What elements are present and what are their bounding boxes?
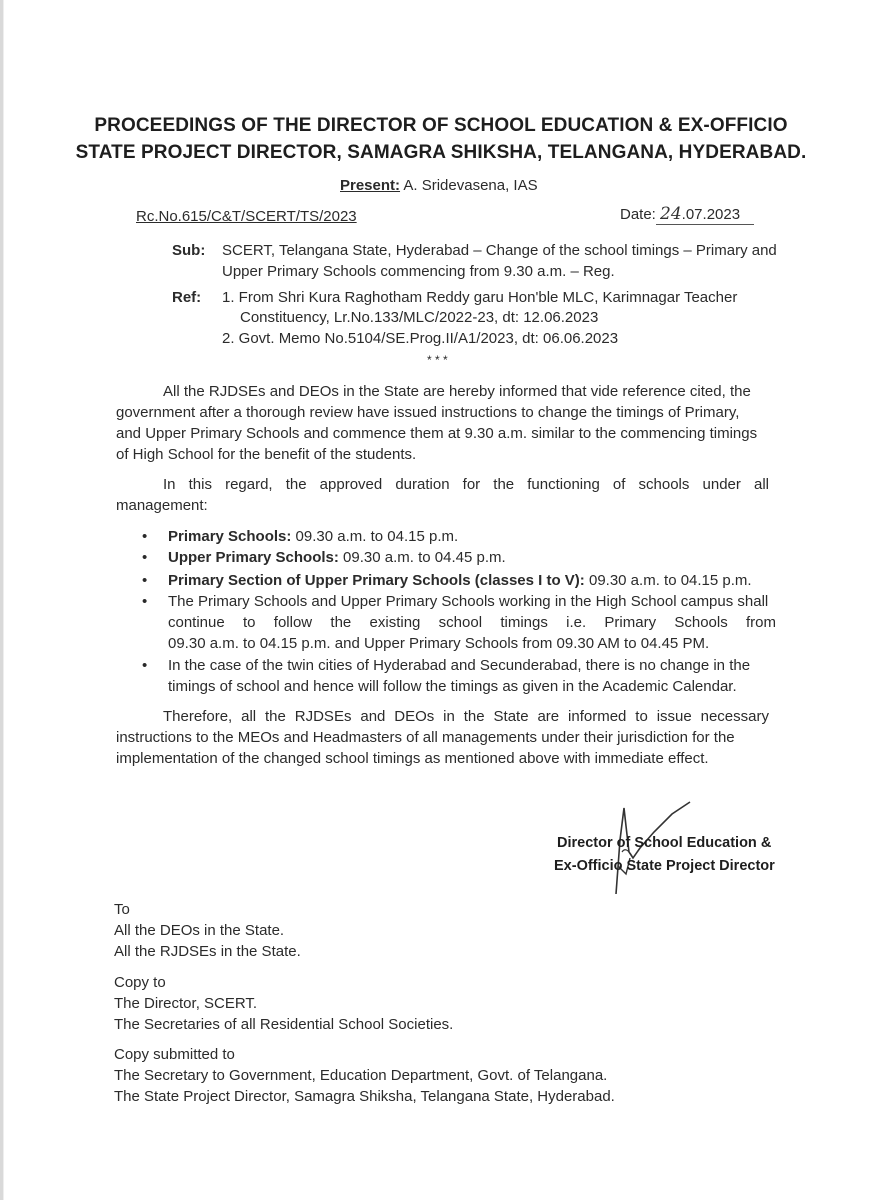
copy-label: Copy to [114, 974, 166, 991]
para2-line-2: management: [116, 497, 208, 514]
bullet-3-text: 09.30 a.m. to 04.15 p.m. [584, 572, 752, 589]
rc-number: Rc.No.615/C&T/SCERT/TS/2023 [136, 208, 357, 225]
bullet-4-line-3: 09.30 a.m. to 04.15 p.m. and Upper Primary Schools from 09.30 AM to 04.45 PM. [168, 635, 710, 652]
bullet-4-line-2: continue to follow the existing school timings i.e. Primary Schools from [168, 614, 776, 631]
bullet-2-text: 09.30 a.m. to 04.45 p.m. [338, 549, 506, 566]
para2-line-1: In this regard, the approved duration for the functioning of schools under all [163, 476, 769, 493]
to-item-1: All the DEOs in the State. [114, 922, 285, 939]
date-day-handwritten: 24 [660, 204, 682, 224]
subject-line-2: Upper Primary Schools commencing from 9.30 a.m. – Reg. [222, 263, 615, 280]
present-line [340, 175, 538, 196]
ref-2: 2. Govt. Memo No.5104/SE.Prog.II/A1/2023, dt: 06.06.2023 [222, 330, 619, 347]
bullet-1 [168, 526, 458, 547]
copy-item-1: The Director, SCERT. [114, 995, 258, 1012]
copy-submitted-label: Copy submitted to [114, 1046, 235, 1063]
bullet-3 [168, 570, 752, 591]
copy-submitted-item-1: The Secretary to Government, Education Department, Govt. of Telangana. [114, 1067, 608, 1084]
bullet-1-label: Primary Schools: [168, 528, 292, 545]
para1-line-3: and Upper Primary Schools and commence them at 9.30 a.m. similar to the commencing timings [116, 425, 758, 442]
bullet-dot-4: • [142, 593, 148, 610]
heading-line-1: PROCEEDINGS OF THE DIRECTOR OF SCHOOL EDUCATION & EX-OFFICIO [94, 115, 788, 136]
para3-line-2: instructions to the MEOs and Headmasters of all managements under their jurisdiction for the [116, 729, 735, 746]
present-value: A. Sridevasena, IAS [403, 177, 538, 194]
bullet-4-line-1: The Primary Schools and Upper Primary Schools working in the High School campus shall [168, 593, 769, 610]
to-item-2: All the RJDSEs in the State. [114, 943, 301, 960]
bullet-2-label: Upper Primary Schools: [168, 549, 339, 566]
bullet-5-line-2: timings of school and hence will follow the timings as given in the Academic Calendar. [168, 678, 737, 695]
para1-line-4: of High School for the benefit of the students. [116, 446, 417, 463]
bullet-dot-1: • [142, 528, 148, 545]
bullet-2 [168, 547, 506, 568]
bullet-dot-3: • [142, 572, 148, 589]
para1-line-1: All the RJDSEs and DEOs in the State are hereby informed that vide reference cited, the [163, 383, 751, 400]
para3-line-3: implementation of the changed school timings as mentioned above with immediate effect. [116, 750, 709, 767]
date-line [620, 204, 740, 225]
heading-line-2: STATE PROJECT DIRECTOR, SAMAGRA SHIKSHA, TELANGANA, HYDERABAD. [75, 142, 807, 163]
copy-submitted-item-2: The State Project Director, Samagra Shiksha, Telangana State, Hyderabad. [114, 1088, 615, 1105]
signature-line-1: Director of School Education & [557, 835, 772, 851]
date-underline [656, 224, 754, 225]
subject-line-1: SCERT, Telangana State, Hyderabad – Change of the school timings – Primary and [222, 242, 777, 259]
bullet-3-label: Primary Section of Upper Primary Schools (classes I to V): [168, 572, 585, 589]
date-rest: .07.2023 [681, 206, 741, 223]
bullet-dot-2: • [142, 549, 148, 566]
present-label: Present: [340, 177, 401, 194]
signature-block [554, 832, 775, 878]
to-label: To [114, 901, 130, 918]
signature-line-2: Ex-Officio State Project Director [554, 858, 775, 874]
copy-item-2: The Secretaries of all Residential School Societies. [114, 1016, 454, 1033]
bullet-5-line-1: In the case of the twin cities of Hyderabad and Secunderabad, there is no change in the [168, 657, 751, 674]
scan-edge-shadow [3, 0, 4, 1200]
subject-label: Sub: [172, 242, 206, 259]
para3-line-1: Therefore, all the RJDSEs and DEOs in the State are informed to issue necessary [163, 708, 769, 725]
date-label: Date: [620, 206, 656, 223]
bullet-dot-5: • [142, 657, 148, 674]
ref-1-line-2: Constituency, Lr.No.133/MLC/2022-23, dt: 12.06.2023 [240, 309, 599, 326]
ref-label: Ref: [172, 289, 202, 306]
ref-1-line-1: 1. From Shri Kura Raghotham Reddy garu Hon'ble MLC, Karimnagar Teacher [222, 289, 738, 306]
para1-line-2: government after a thorough review have issued instructions to change the timings of Primary, [116, 404, 740, 421]
bullet-1-text: 09.30 a.m. to 04.15 p.m. [291, 528, 459, 545]
separator-stars: * * * [427, 353, 448, 367]
